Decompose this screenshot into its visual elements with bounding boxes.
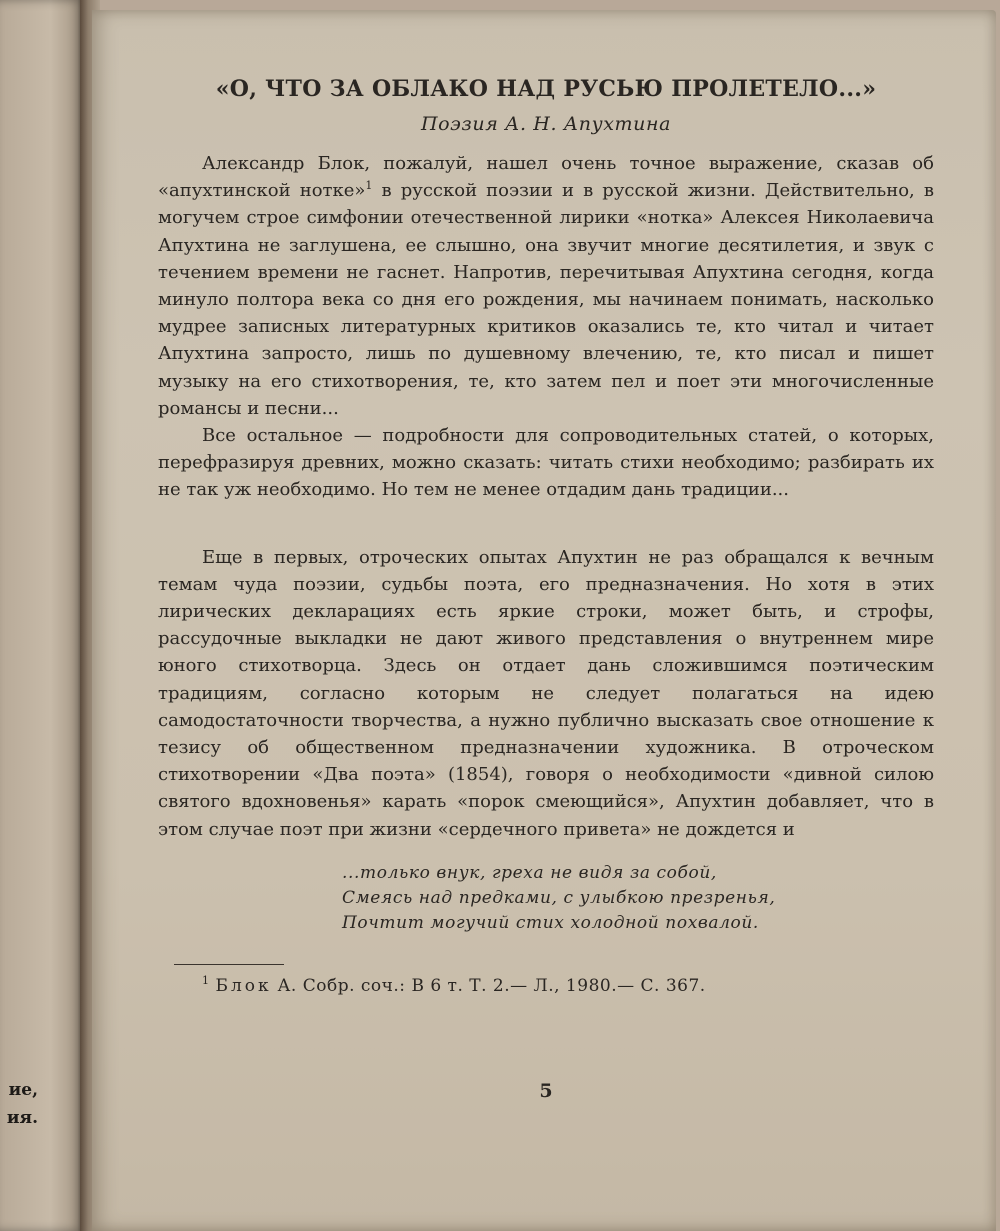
- footnote-divider: [174, 964, 284, 965]
- paragraph-1: [158, 150, 934, 422]
- chapter-subtitle: Поэзия А. Н. Апухтина: [420, 113, 672, 135]
- footnote-reference: 1: [365, 179, 373, 193]
- paragraph-2: Все остальное — подробности для сопроводительных статей, о которых, перефразируя древних, можно сказать: читать стихи необходимо; разбирать их не так уж необходимо. Но тем не менее отдадим дань традиции...: [158, 425, 934, 501]
- poem-line: Почтит могучий стих холодной похвалой.: [342, 912, 759, 933]
- poem-quote: [342, 861, 934, 936]
- footnote-text: А. Собр. соч.: В 6 т. Т. 2.— Л., 1980.— С. 367.: [271, 975, 706, 996]
- footnote-number: 1: [202, 974, 210, 988]
- footnote: [158, 973, 934, 999]
- poem-line: Смеясь над предками, с улыбкою презренья,: [342, 887, 776, 908]
- left-page-edge: [0, 0, 84, 1231]
- page-number: 5: [539, 1080, 553, 1102]
- poem-line: ...только внук, греха не видя за собой,: [342, 862, 717, 883]
- left-page-text-line: ия.: [6, 1108, 38, 1128]
- left-page-text-line: ие,: [8, 1080, 38, 1100]
- paragraph-3: Еще в первых, отроческих опытах Апухтин не раз обращался к вечным темам чуда поэзии, судьбы поэта, его предназначения. Но хотя в этих лирических декларациях есть яркие строки, может быть, и строфы, рассудочные выкладки не дают живого представления о внутреннем мире юного стихотворца. Здесь он отдает дань сложившимся поэтическим традициям, согласно которым не следует полагаться на идею самодостаточности творчества, а нужно публично высказать свое отношение к тезису об общественном предназначении художника. В отроческом стихотворении «Два поэта» (1854), говоря о необходимости «дивной силою святого вдохновенья» карать «порок смеющийся», Апухтин добавляет, что в этом случае поэт при жизни «сердечного привета» не дождется и: [158, 546, 934, 840]
- page-content: [158, 74, 935, 1102]
- book-page: [92, 10, 996, 1231]
- chapter-title: «О, ЧТО ЗА ОБЛАКО НАД РУСЬЮ ПРОЛЕТЕЛО...»: [215, 76, 877, 102]
- paragraph-1-rest: в русской поэзии и в русской жизни. Действительно, в могучем строе симфонии отечественной лирики «нотка» Алексея Николаевича Апухтина не заглушена, ее слышно, она звучит многие десятилетия, и звук с течением времени не гаснет. Напротив, перечитывая Апухтина сегодня, когда минуло полтора века со дня его рождения, мы начинаем понимать, насколько мудрее записных литературных критиков оказались те, кто читал и читает Апухтина запросто, лишь по душевному влечению, те, кто писал и пишет музыку на его стихотворения, те, кто затем пел и поет эти многочисленные романсы и песни...: [158, 180, 935, 419]
- footnote-author: Блок: [215, 975, 272, 996]
- body-text: [158, 150, 934, 843]
- paragraph-1-start: Александр Блок, пожалуй, нашел очень точное выражение, сказав об «апухтинской нотке»: [158, 153, 934, 202]
